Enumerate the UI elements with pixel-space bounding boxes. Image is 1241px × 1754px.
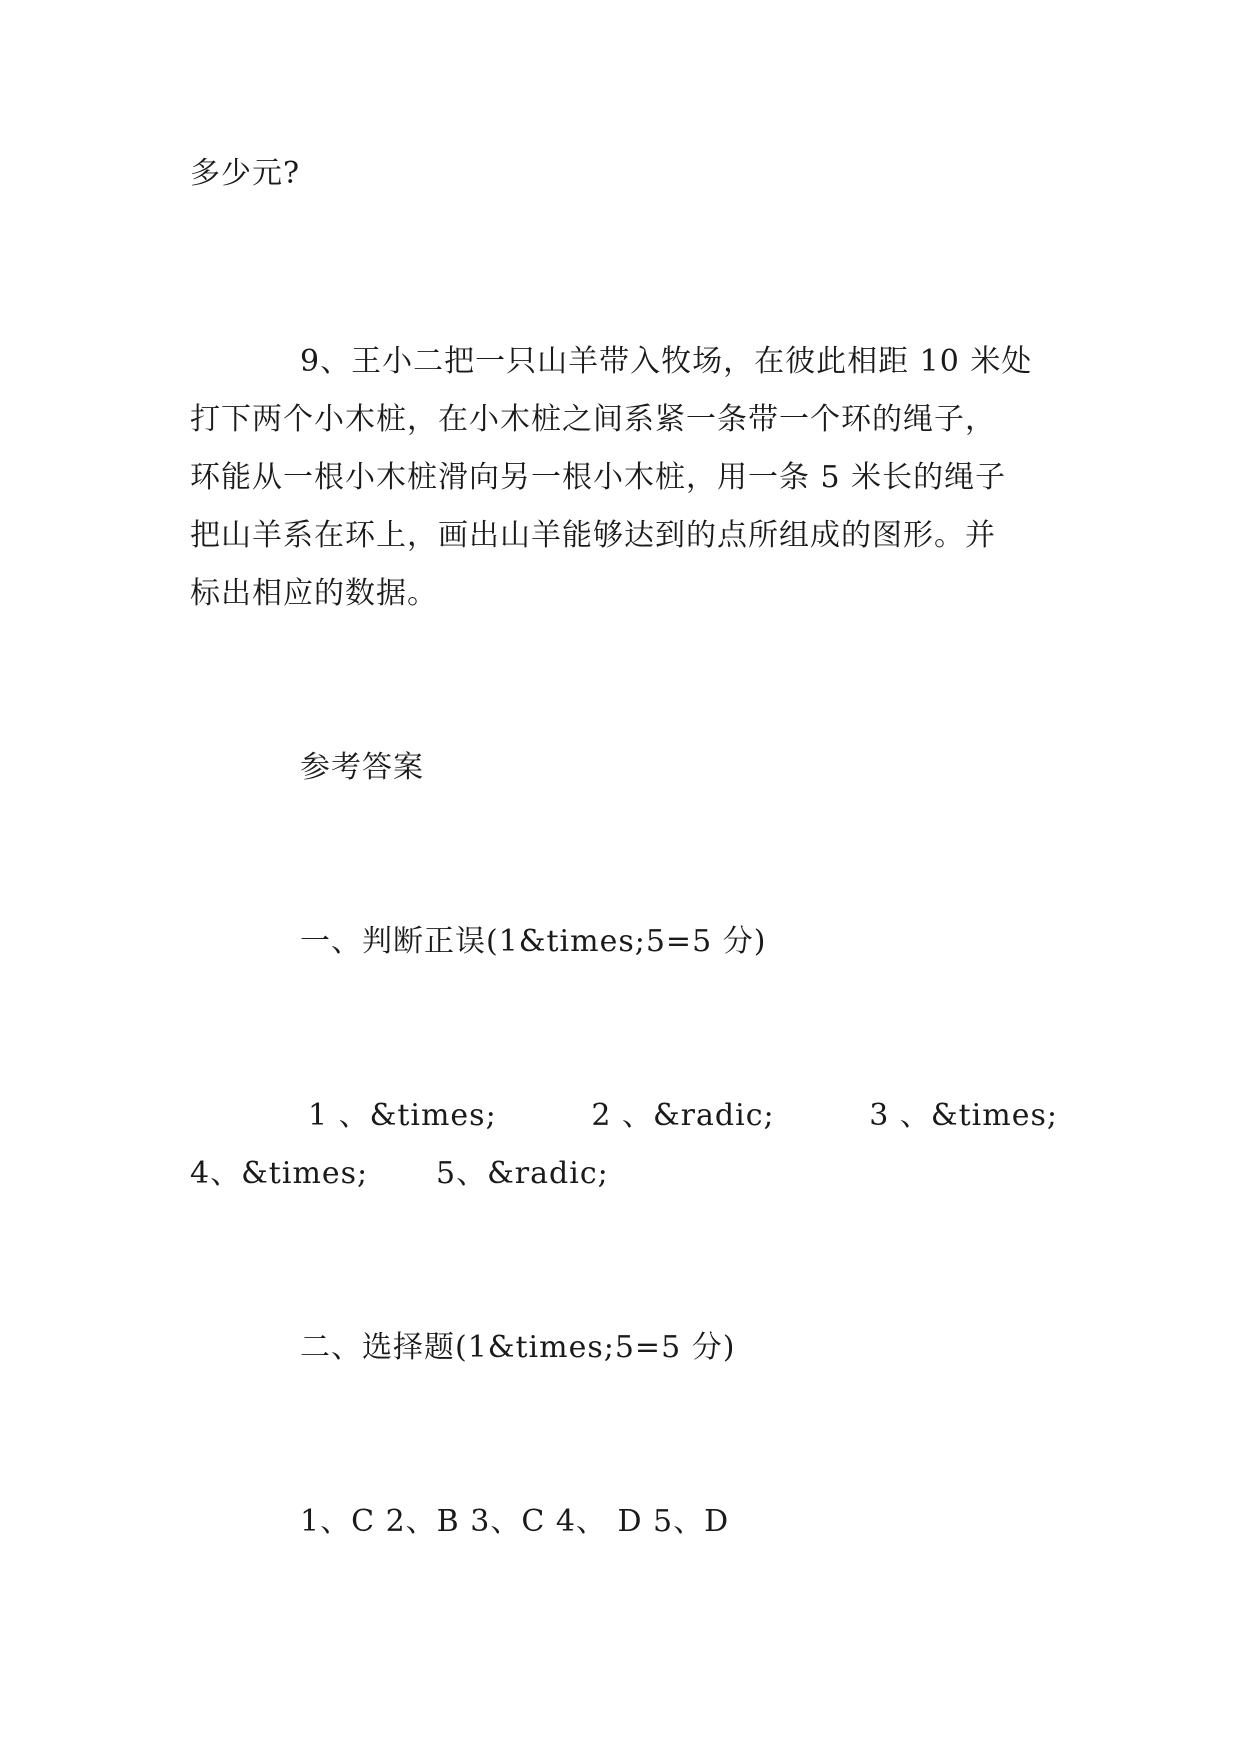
question-9-line-4: 把山羊系在环上，画出山羊能够达到的点所组成的图形。并 bbox=[190, 518, 996, 553]
question-9-line-3: 环能从一根小木桩滑向另一根小木桩，用一条 5 米长的绳子 bbox=[190, 460, 1007, 495]
section-1-heading: 一、判断正误(1&times;5=5 分) bbox=[300, 924, 767, 959]
section-1-answer-3: 3 、&times; bbox=[869, 1098, 1058, 1133]
section-1-answer-2: 2 、&radic; bbox=[591, 1098, 775, 1133]
question-9-line-1-text: 9、王小二把一只山羊带入牧场，在彼此相距 10 米处 bbox=[300, 344, 1033, 379]
question-9-line-1 bbox=[300, 342, 1058, 382]
question-9-line-2: 打下两个小木桩，在小木桩之间系紧一条带一个环的绳子， bbox=[190, 402, 996, 437]
section-2-heading: 二、选择题(1&times;5=5 分) bbox=[300, 1330, 736, 1365]
answers-heading: 参考答案 bbox=[300, 750, 424, 785]
section-1-answer-5: 5、&radic; bbox=[436, 1156, 609, 1191]
intro-tail-text: 多少元? bbox=[190, 156, 301, 191]
section-2-answers: 1、C 2、B 3、C 4、 D 5、D bbox=[300, 1504, 730, 1539]
section-1-answers-row-1 bbox=[308, 1096, 1058, 1136]
question-9-line-5: 标出相应的数据。 bbox=[190, 576, 438, 611]
section-1-answer-4: 4、&times; bbox=[190, 1156, 369, 1191]
section-1-answer-1: 1 、&times; bbox=[308, 1098, 497, 1133]
